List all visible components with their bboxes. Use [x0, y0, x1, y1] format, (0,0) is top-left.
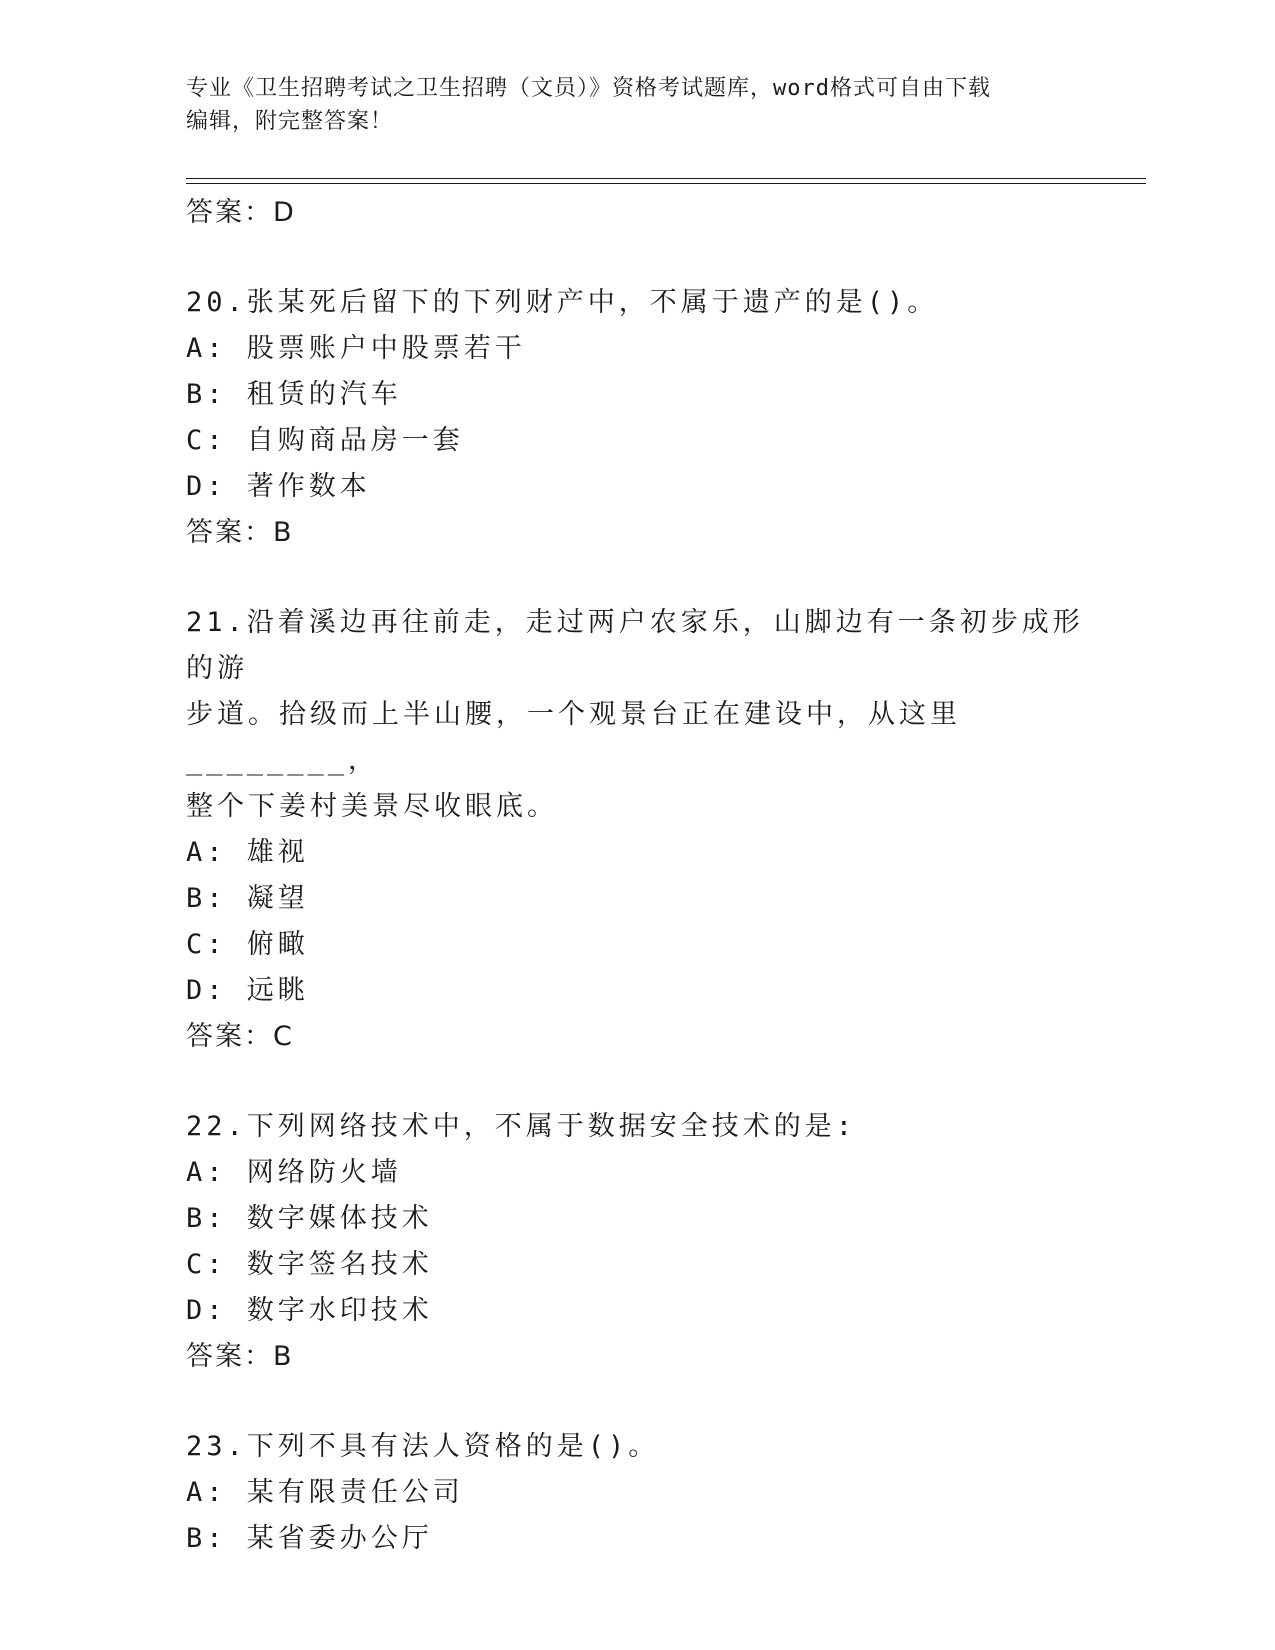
question-23-option-b: B: 某省委办公厅 — [186, 1523, 433, 1554]
header-divider-bottom — [186, 183, 1146, 184]
question-20-option-d: D: 著作数本 — [186, 471, 371, 502]
document-header — [186, 72, 1086, 138]
question-20-text: 20.张某死后留下的下列财产中，不属于遗产的是()。 — [186, 287, 939, 318]
spacer — [186, 556, 1086, 600]
question-23 — [186, 1424, 1086, 1562]
question-22-option-c: C: 数字签名技术 — [186, 1249, 433, 1280]
question-list — [186, 190, 1086, 1562]
question-21-answer: 答案：C — [186, 1021, 294, 1052]
question-21-text-line-2: 步道。拾级而上半山腰，一个观景台正在建设中，从这里________， — [186, 699, 961, 776]
question-23-option-a: A: 某有限责任公司 — [186, 1477, 464, 1508]
question-21-text-line-3: 整个下姜村美景尽收眼底。 — [186, 791, 558, 822]
question-22-option-d: D: 数字水印技术 — [186, 1295, 433, 1326]
answer-line-19: 答案：D — [186, 197, 296, 228]
question-22 — [186, 1104, 1086, 1380]
spacer — [186, 1060, 1086, 1104]
spacer — [186, 1380, 1086, 1424]
question-22-option-a: A: 网络防火墙 — [186, 1157, 402, 1188]
question-20-answer: 答案：B — [186, 517, 294, 548]
question-21-option-b: B: 凝望 — [186, 883, 309, 914]
question-20-option-c: C: 自购商品房一套 — [186, 425, 464, 456]
header-line-2: 编辑，附完整答案！ — [186, 109, 394, 134]
question-23-text: 23.下列不具有法人资格的是()。 — [186, 1431, 660, 1462]
question-21-option-c: C: 俯瞰 — [186, 929, 309, 960]
spacer — [186, 236, 1086, 280]
question-20-option-a: A: 股票账户中股票若干 — [186, 333, 526, 364]
question-21-option-a: A: 雄视 — [186, 837, 309, 868]
question-22-option-b: B: 数字媒体技术 — [186, 1203, 433, 1234]
question-22-answer: 答案：B — [186, 1341, 294, 1372]
question-22-text: 22.下列网络技术中，不属于数据安全技术的是: — [186, 1111, 857, 1142]
header-divider-top — [186, 178, 1146, 179]
header-line-1: 专业《卫生招聘考试之卫生招聘（文员）》资格考试题库，word格式可自由下载 — [186, 76, 991, 101]
question-21-option-d: D: 远眺 — [186, 975, 309, 1006]
question-20 — [186, 280, 1086, 556]
question-20-option-b: B: 租赁的汽车 — [186, 379, 402, 410]
question-21 — [186, 600, 1086, 1060]
question-21-text-line-1: 21.沿着溪边再往前走，走过两户农家乐，山脚边有一条初步成形的游 — [186, 607, 1084, 684]
